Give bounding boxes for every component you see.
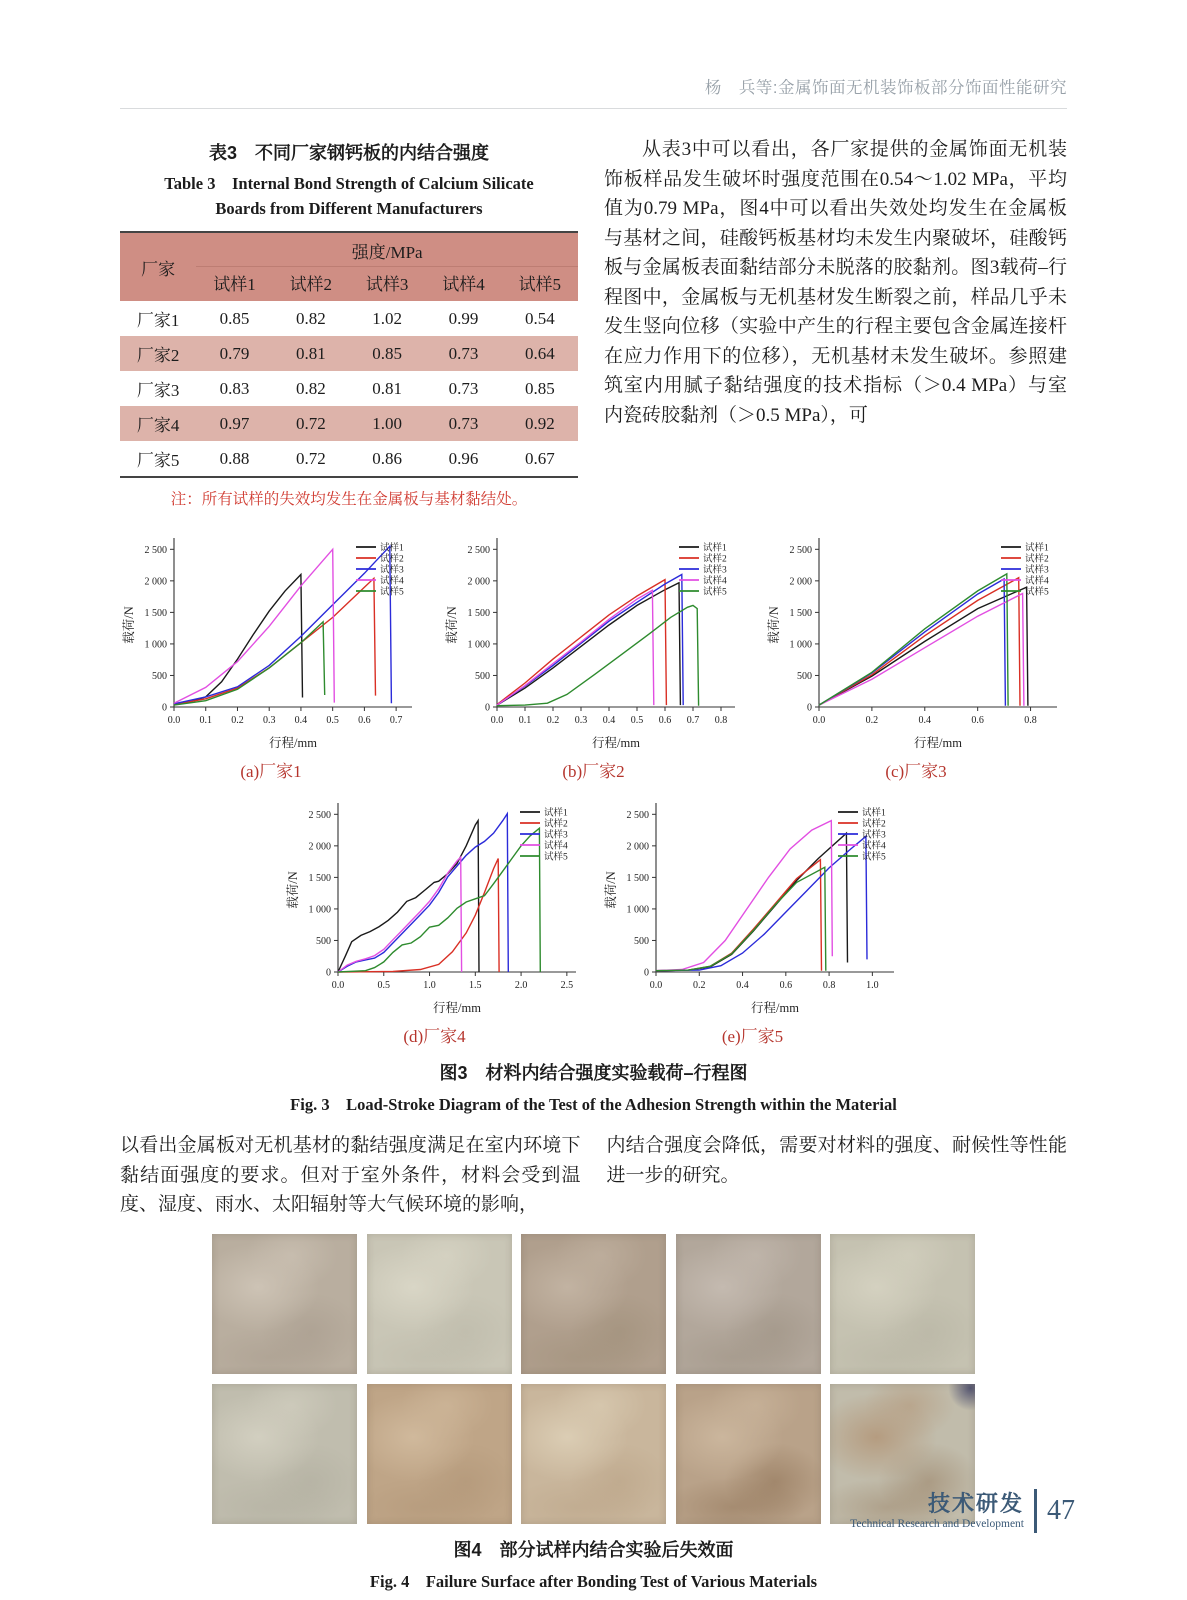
svg-text:试样5: 试样5 xyxy=(1025,587,1049,598)
page-footer xyxy=(850,1489,1075,1533)
load-stroke-chart-svg xyxy=(284,796,586,1020)
svg-text:1.0: 1.0 xyxy=(422,980,436,991)
cell: 1.02 xyxy=(372,308,403,328)
svg-text:500: 500 xyxy=(152,670,167,682)
svg-text:试样1: 试样1 xyxy=(380,543,404,554)
paragraph-right: 从表3中可以看出，各厂家提供的金属饰面无机装饰板样品发生破坏时强度范围在0.54～1.02 MPa，平均值为0.79 MPa，图4中可以看出失效处均发生在金属板与基材之间，硅酸钙板基材均未发生内聚破坏，硅酸钙板与金属板表面黏结部分未脱落的胶黏剂。图3载荷–行程图中，金属板与无机基材发生断裂之前，样品几乎未发生竖向位移（实验中产生的行程主要包含金属连接杆在应力作用下的位移），无机基材未发生破坏。参照建筑室内用腻子黏结强度的技术指标（＞0.4 MPa）与室内瓷砖胶黏剂（＞0.5 MPa），可 xyxy=(604,139,1067,426)
svg-text:载荷/N: 载荷/N xyxy=(603,871,618,909)
cell: 0.99 xyxy=(448,308,479,328)
svg-text:1 500: 1 500 xyxy=(467,607,490,619)
load-stroke-chart-b xyxy=(443,531,745,755)
svg-text:试样2: 试样2 xyxy=(380,554,404,565)
cell: 0.81 xyxy=(273,336,349,371)
top-section xyxy=(120,135,1067,509)
svg-text:试样3: 试样3 xyxy=(380,565,404,576)
failure-surface-photo xyxy=(212,1234,357,1374)
table3 xyxy=(120,231,578,478)
svg-text:载荷/N: 载荷/N xyxy=(285,871,300,909)
svg-text:0.6: 0.6 xyxy=(779,980,792,991)
svg-text:行程/mm: 行程/mm xyxy=(432,1001,481,1015)
svg-text:0.5: 0.5 xyxy=(377,980,390,991)
svg-text:0.8: 0.8 xyxy=(822,980,835,991)
svg-text:2.0: 2.0 xyxy=(514,980,527,991)
cell: 0.83 xyxy=(219,378,250,398)
table3-header-strength-group: 强度/MPa xyxy=(196,232,578,267)
svg-text:载荷/N: 载荷/N xyxy=(767,606,781,644)
svg-text:行程/mm: 行程/mm xyxy=(591,736,640,750)
cell: 0.64 xyxy=(502,336,578,371)
chart-block-e xyxy=(602,796,904,1047)
svg-text:0.2: 0.2 xyxy=(231,715,244,726)
table3-col-sample1: 试样1 xyxy=(196,267,272,302)
running-header xyxy=(120,74,1067,109)
cell: 0.86 xyxy=(372,448,403,468)
svg-text:2 000: 2 000 xyxy=(308,841,331,853)
svg-text:试样2: 试样2 xyxy=(702,554,727,565)
chart-caption-a: (a)厂家1 xyxy=(240,762,302,781)
svg-text:0.6: 0.6 xyxy=(358,715,371,726)
svg-text:0.1: 0.1 xyxy=(518,715,531,726)
svg-text:2 500: 2 500 xyxy=(308,809,331,821)
charts-row-1 xyxy=(120,531,1067,782)
cell: 0.72 xyxy=(273,406,349,441)
svg-text:行程/mm: 行程/mm xyxy=(269,736,317,750)
table-row xyxy=(120,336,578,371)
cell: 0.73 xyxy=(425,406,501,441)
table3-col-sample5: 试样5 xyxy=(502,267,578,302)
footer-divider xyxy=(1034,1489,1037,1533)
svg-text:2.5: 2.5 xyxy=(560,980,573,991)
svg-text:1 000: 1 000 xyxy=(626,904,649,916)
failure-surface-photo xyxy=(367,1234,512,1374)
load-stroke-chart-d xyxy=(284,796,586,1020)
svg-text:行程/mm: 行程/mm xyxy=(750,1001,799,1015)
svg-text:0: 0 xyxy=(643,967,649,979)
fig3-caption-en: Fig. 3 Load-Stroke Diagram of the Test of the Adhesion Strength within the Material xyxy=(290,1095,897,1114)
load-stroke-chart-svg xyxy=(120,531,422,755)
footer-section-cn: 技术研发 xyxy=(927,1490,1024,1516)
svg-text:载荷/N: 载荷/N xyxy=(122,606,136,644)
svg-text:0.4: 0.4 xyxy=(735,980,749,991)
failure-surface-photo xyxy=(367,1384,512,1524)
svg-text:试样4: 试样4 xyxy=(1025,576,1049,587)
table3-col-sample4: 试样4 xyxy=(425,267,501,302)
paragraph-bottom-left: 以看出金属板对无机基材的黏结强度满足在室内环境下黏结面强度的要求。但对于室外条件，材料会受到温度、湿度、雨水、太阳辐射等大气候环境的影响， xyxy=(120,1135,581,1215)
table-row xyxy=(120,371,578,406)
svg-text:0.3: 0.3 xyxy=(262,715,276,726)
svg-text:试样3: 试样3 xyxy=(1025,565,1049,576)
cell: 1.00 xyxy=(349,406,425,441)
cell: 0.82 xyxy=(295,308,326,328)
svg-text:2 500: 2 500 xyxy=(144,544,167,556)
chart-caption-e: (e)厂家5 xyxy=(721,1027,784,1046)
svg-text:1 000: 1 000 xyxy=(789,639,812,651)
table3-body xyxy=(120,301,578,477)
load-stroke-chart-svg xyxy=(765,531,1067,755)
svg-text:0.5: 0.5 xyxy=(326,715,339,726)
load-stroke-chart-e xyxy=(602,796,904,1020)
svg-text:2 500: 2 500 xyxy=(789,544,812,556)
svg-text:0.0: 0.0 xyxy=(649,980,662,991)
svg-text:0.5: 0.5 xyxy=(630,715,643,726)
svg-text:试样3: 试样3 xyxy=(543,830,568,841)
fig4-caption-en: Fig. 4 Failure Surface after Bonding Test of Various Materials xyxy=(369,1571,818,1591)
svg-text:1 000: 1 000 xyxy=(467,639,490,651)
chart-caption-d: (d)厂家4 xyxy=(403,1027,466,1046)
svg-text:500: 500 xyxy=(315,935,331,947)
svg-text:0.8: 0.8 xyxy=(714,715,727,726)
table3-title-cn: 表3 不同厂家钢钙板的内结合强度 xyxy=(208,143,489,163)
svg-text:0.2: 0.2 xyxy=(692,980,706,991)
svg-text:1 500: 1 500 xyxy=(789,607,812,619)
svg-text:试样5: 试样5 xyxy=(861,852,886,863)
svg-text:2 000: 2 000 xyxy=(789,576,812,588)
svg-text:试样2: 试样2 xyxy=(543,819,568,830)
cell: 0.67 xyxy=(524,448,555,468)
failure-surface-photo xyxy=(676,1384,821,1524)
svg-text:0.0: 0.0 xyxy=(331,980,344,991)
table3-head xyxy=(120,232,578,301)
load-stroke-chart-svg xyxy=(443,531,745,755)
svg-text:载荷/N: 载荷/N xyxy=(444,606,459,644)
svg-text:500: 500 xyxy=(797,670,812,682)
svg-text:试样4: 试样4 xyxy=(702,576,727,587)
table3-note: 注：所有试样的失效均发生在金属板与基材黏结处。 xyxy=(170,491,528,508)
svg-text:0.1: 0.1 xyxy=(199,715,212,726)
failure-surface-photo-grid xyxy=(212,1234,975,1524)
cell: 0.73 xyxy=(425,336,501,371)
load-stroke-chart-a xyxy=(120,531,422,755)
svg-text:试样1: 试样1 xyxy=(702,543,727,554)
svg-text:2 000: 2 000 xyxy=(626,841,649,853)
cell: 0.96 xyxy=(448,448,479,468)
svg-text:0.2: 0.2 xyxy=(865,715,879,726)
cell: 0.85 xyxy=(349,336,425,371)
failure-surface-photo xyxy=(830,1234,975,1374)
cell: 0.72 xyxy=(295,448,326,468)
svg-text:试样4: 试样4 xyxy=(543,841,568,852)
cell: 0.92 xyxy=(502,406,578,441)
svg-text:0: 0 xyxy=(807,702,812,714)
svg-text:1 000: 1 000 xyxy=(144,639,167,651)
cell: 0.73 xyxy=(448,378,479,398)
failure-surface-photo xyxy=(212,1384,357,1524)
cell: 0.54 xyxy=(524,308,555,328)
svg-text:2 500: 2 500 xyxy=(467,544,490,556)
svg-text:1 500: 1 500 xyxy=(308,872,331,884)
cell: 0.97 xyxy=(196,406,272,441)
failure-surface-photo xyxy=(521,1234,666,1374)
cell: 0.85 xyxy=(524,378,555,398)
svg-text:0: 0 xyxy=(484,702,490,714)
svg-text:0.6: 0.6 xyxy=(658,715,671,726)
paragraph-bottom-right: 内结合强度会降低，需要对材料的强度、耐候性等性能进一步的研究。 xyxy=(606,1135,1067,1186)
svg-text:1 500: 1 500 xyxy=(626,872,649,884)
failure-surface-photo xyxy=(521,1384,666,1524)
svg-text:0.2: 0.2 xyxy=(546,715,559,726)
load-stroke-chart-c xyxy=(765,531,1067,755)
svg-text:1.0: 1.0 xyxy=(865,980,879,991)
row-label: 厂家4 xyxy=(120,406,196,441)
svg-text:试样5: 试样5 xyxy=(543,852,568,863)
table-row xyxy=(120,301,578,336)
row-label: 厂家5 xyxy=(136,451,180,470)
svg-text:0.6: 0.6 xyxy=(971,715,984,726)
table3-col-sample2: 试样2 xyxy=(273,267,349,302)
cell: 0.81 xyxy=(372,378,403,398)
running-title: 杨 兵等:金属饰面无机装饰板部分饰面性能研究 xyxy=(704,79,1067,97)
svg-text:行程/mm: 行程/mm xyxy=(914,736,962,750)
table3-title-en-line1: Table 3 Internal Bond Strength of Calcium Silicate xyxy=(164,174,534,193)
chart-block-c xyxy=(765,531,1067,782)
cell: 0.88 xyxy=(219,448,250,468)
svg-text:0.3: 0.3 xyxy=(574,715,587,726)
svg-text:2 000: 2 000 xyxy=(467,576,490,588)
chart-block-b xyxy=(443,531,745,782)
svg-text:0.0: 0.0 xyxy=(167,715,181,726)
footer-section-en: Technical Research and Development xyxy=(850,1517,1024,1530)
svg-text:试样3: 试样3 xyxy=(861,830,886,841)
svg-text:0.7: 0.7 xyxy=(389,715,403,726)
svg-text:试样5: 试样5 xyxy=(380,587,404,598)
svg-text:0: 0 xyxy=(325,967,331,979)
svg-text:1 000: 1 000 xyxy=(308,904,331,916)
svg-text:试样1: 试样1 xyxy=(1025,543,1049,554)
page-number: 47 xyxy=(1047,1495,1075,1526)
chart-block-d xyxy=(284,796,586,1047)
svg-text:500: 500 xyxy=(633,935,649,947)
svg-text:0.8: 0.8 xyxy=(1024,715,1037,726)
row-label: 厂家3 xyxy=(136,381,180,400)
svg-text:2 000: 2 000 xyxy=(144,576,167,588)
bottom-paragraphs xyxy=(120,1131,1067,1220)
table3-column xyxy=(120,135,578,509)
svg-text:2 500: 2 500 xyxy=(626,809,649,821)
svg-text:试样4: 试样4 xyxy=(861,841,886,852)
svg-text:试样3: 试样3 xyxy=(702,565,727,576)
load-stroke-chart-svg xyxy=(602,796,904,1020)
svg-text:0.4: 0.4 xyxy=(918,715,932,726)
chart-caption-c: (c)厂家3 xyxy=(885,762,947,781)
svg-text:1 500: 1 500 xyxy=(144,607,167,619)
svg-text:0: 0 xyxy=(162,702,167,714)
svg-text:试样1: 试样1 xyxy=(543,808,568,819)
table3-col-sample3: 试样3 xyxy=(349,267,425,302)
svg-text:试样2: 试样2 xyxy=(861,819,886,830)
svg-text:0.7: 0.7 xyxy=(686,715,699,726)
failure-surface-photo xyxy=(676,1234,821,1374)
cell: 0.82 xyxy=(295,378,326,398)
chart-caption-b: (b)厂家2 xyxy=(562,762,625,781)
svg-text:试样2: 试样2 xyxy=(1025,554,1049,565)
fig4-caption-cn: 图4 部分试样内结合实验后失效面 xyxy=(453,1539,734,1560)
table-row xyxy=(120,441,578,477)
fig3-caption-cn: 图3 材料内结合强度实验载荷–行程图 xyxy=(439,1063,748,1083)
svg-text:500: 500 xyxy=(474,670,490,682)
svg-text:0.4: 0.4 xyxy=(294,715,308,726)
table-row xyxy=(120,406,578,441)
svg-text:试样5: 试样5 xyxy=(702,587,727,598)
cell: 0.85 xyxy=(219,308,250,328)
cell: 0.79 xyxy=(196,336,272,371)
footer-section xyxy=(850,1490,1024,1530)
svg-text:0.0: 0.0 xyxy=(812,715,826,726)
chart-block-a xyxy=(120,531,422,782)
table3-title-en xyxy=(120,171,578,221)
body-text-column xyxy=(604,135,1067,509)
svg-text:1.5: 1.5 xyxy=(468,980,482,991)
svg-text:试样4: 试样4 xyxy=(380,576,404,587)
table3-header-manufacturer: 厂家 xyxy=(120,232,196,301)
table3-title-en-line2: Boards from Different Manufacturers xyxy=(215,199,483,218)
content xyxy=(120,135,1067,1592)
svg-text:试样1: 试样1 xyxy=(861,808,886,819)
row-label: 厂家1 xyxy=(136,311,180,330)
svg-text:0.0: 0.0 xyxy=(490,715,503,726)
svg-text:0.4: 0.4 xyxy=(602,715,615,726)
charts-row-2 xyxy=(120,796,1067,1047)
row-label: 厂家2 xyxy=(120,336,196,371)
